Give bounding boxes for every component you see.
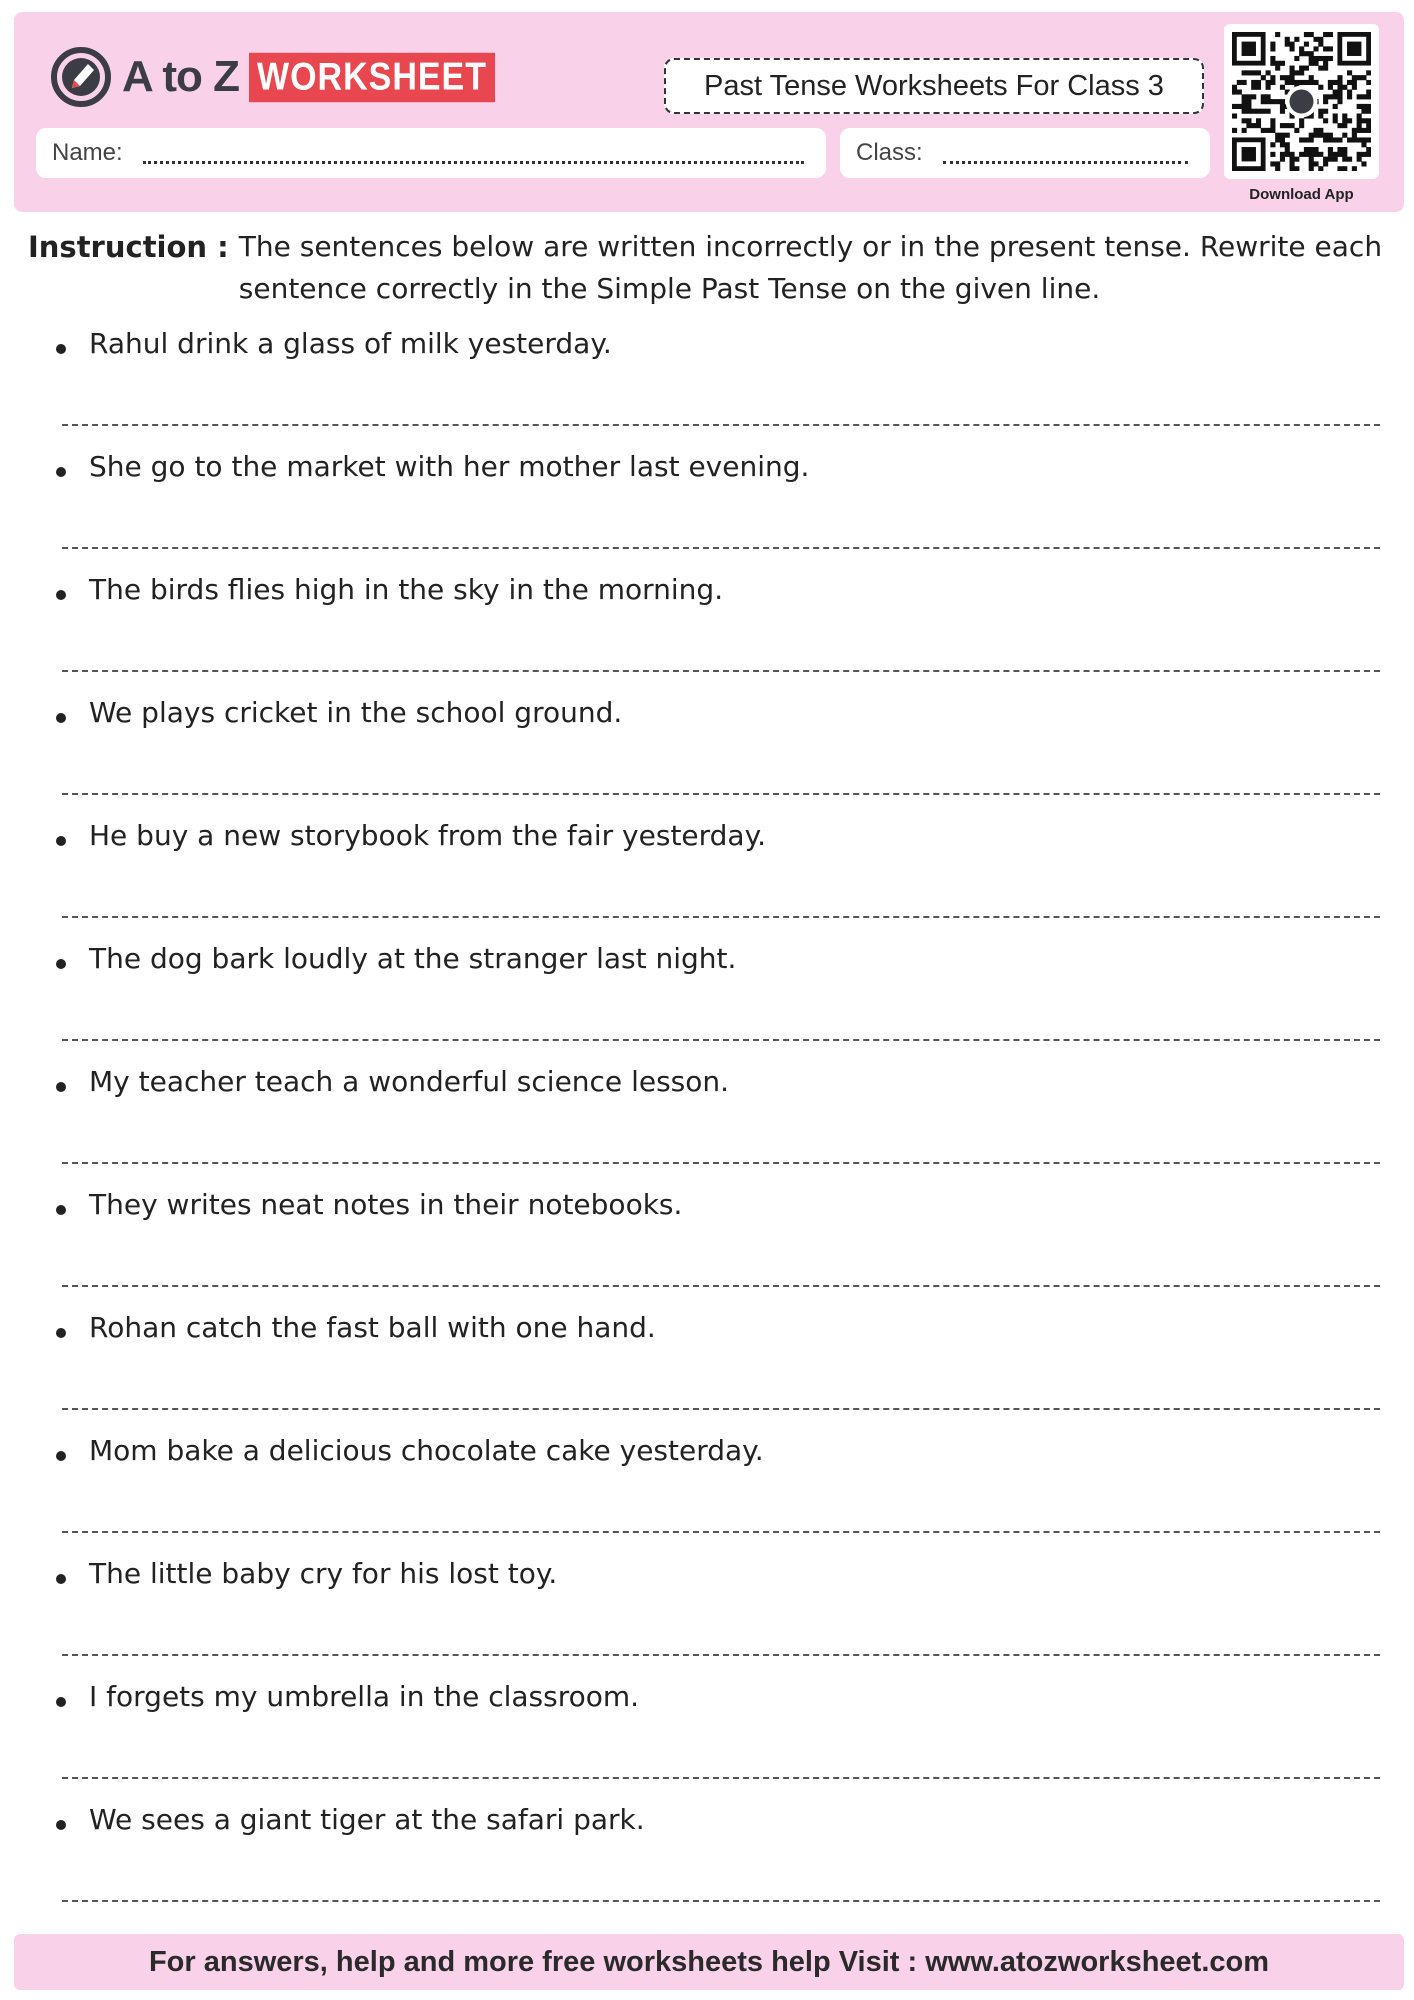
answer-line[interactable] xyxy=(62,1162,1380,1164)
qr-code[interactable] xyxy=(1224,24,1379,179)
bullet-icon xyxy=(56,590,66,600)
question-item xyxy=(0,1552,1414,1675)
bullet-icon xyxy=(56,1820,66,1830)
instruction-text: The sentences below are written incorrectly or in the present tense. Rewrite each sentence correctly in the Simple Past Tense on the given line. xyxy=(238,230,1383,305)
brand-name-suffix: WORKSHEET xyxy=(249,52,495,101)
question-text: The dog bark loudly at the stranger last night. xyxy=(89,942,737,975)
question-text: I forgets my umbrella in the classroom. xyxy=(89,1680,640,1713)
question-item xyxy=(0,937,1414,1060)
worksheet-header xyxy=(14,12,1404,212)
question-text: He buy a new storybook from the fair yesterday. xyxy=(89,819,767,852)
instruction-label: Instruction : xyxy=(28,230,229,264)
question-item xyxy=(0,1183,1414,1306)
bullet-icon xyxy=(56,836,66,846)
bullet-icon xyxy=(56,1451,66,1461)
answer-line[interactable] xyxy=(62,670,1380,672)
answer-line[interactable] xyxy=(62,793,1380,795)
question-item xyxy=(0,691,1414,814)
question-item xyxy=(0,445,1414,568)
bullet-icon xyxy=(56,467,66,477)
worksheet-title: Past Tense Worksheets For Class 3 xyxy=(664,58,1204,114)
bullet-icon xyxy=(56,1574,66,1584)
class-label: Class: xyxy=(856,139,923,166)
question-item xyxy=(0,814,1414,937)
question-item xyxy=(0,568,1414,691)
question-list xyxy=(0,322,1414,1921)
question-item xyxy=(0,1306,1414,1429)
answer-line[interactable] xyxy=(62,547,1380,549)
answer-line[interactable] xyxy=(62,1408,1380,1410)
qr-caption: Download App xyxy=(1249,186,1354,203)
answer-line[interactable] xyxy=(62,1777,1380,1779)
class-dotted-line xyxy=(943,142,1188,164)
question-item xyxy=(0,1675,1414,1798)
question-text: The little baby cry for his lost toy. xyxy=(89,1557,558,1590)
brand-name-prefix: A to Z xyxy=(122,52,239,101)
qr-code-icon xyxy=(1232,32,1371,171)
class-field[interactable] xyxy=(840,128,1210,178)
question-text: Rahul drink a glass of milk yesterday. xyxy=(89,327,612,360)
bullet-icon xyxy=(56,959,66,969)
question-item xyxy=(0,1060,1414,1183)
question-text: They writes neat notes in their notebooks. xyxy=(89,1188,683,1221)
question-text: Mom bake a delicious chocolate cake yesterday. xyxy=(89,1434,764,1467)
question-text: We sees a giant tiger at the safari park. xyxy=(89,1803,645,1836)
bullet-icon xyxy=(56,1205,66,1215)
answer-line[interactable] xyxy=(62,424,1380,426)
question-text: She go to the market with her mother last evening. xyxy=(89,450,810,483)
question-item xyxy=(0,322,1414,445)
instruction xyxy=(28,226,1398,310)
answer-line[interactable] xyxy=(62,1531,1380,1533)
answer-line[interactable] xyxy=(62,1039,1380,1041)
bullet-icon xyxy=(56,1328,66,1338)
question-text: My teacher teach a wonderful science lesson. xyxy=(89,1065,730,1098)
answer-line[interactable] xyxy=(62,916,1380,918)
question-item xyxy=(0,1429,1414,1552)
bullet-icon xyxy=(56,344,66,354)
question-text: Rohan catch the fast ball with one hand. xyxy=(89,1311,656,1344)
brand-logo[interactable] xyxy=(50,42,495,112)
question-item xyxy=(0,1798,1414,1921)
pencil-logo-icon xyxy=(50,46,112,108)
name-field[interactable] xyxy=(36,128,826,178)
bullet-icon xyxy=(56,713,66,723)
bullet-icon xyxy=(56,1697,66,1707)
name-label: Name: xyxy=(52,139,123,166)
footer-banner[interactable]: For answers, help and more free worksheets help Visit : www.atozworksheet.com xyxy=(14,1934,1404,1990)
question-text: We plays cricket in the school ground. xyxy=(89,696,623,729)
name-dotted-line xyxy=(143,142,804,164)
bullet-icon xyxy=(56,1082,66,1092)
answer-line[interactable] xyxy=(62,1654,1380,1656)
answer-line[interactable] xyxy=(62,1285,1380,1287)
question-text: The birds flies high in the sky in the morning. xyxy=(89,573,724,606)
answer-line[interactable] xyxy=(62,1900,1380,1902)
